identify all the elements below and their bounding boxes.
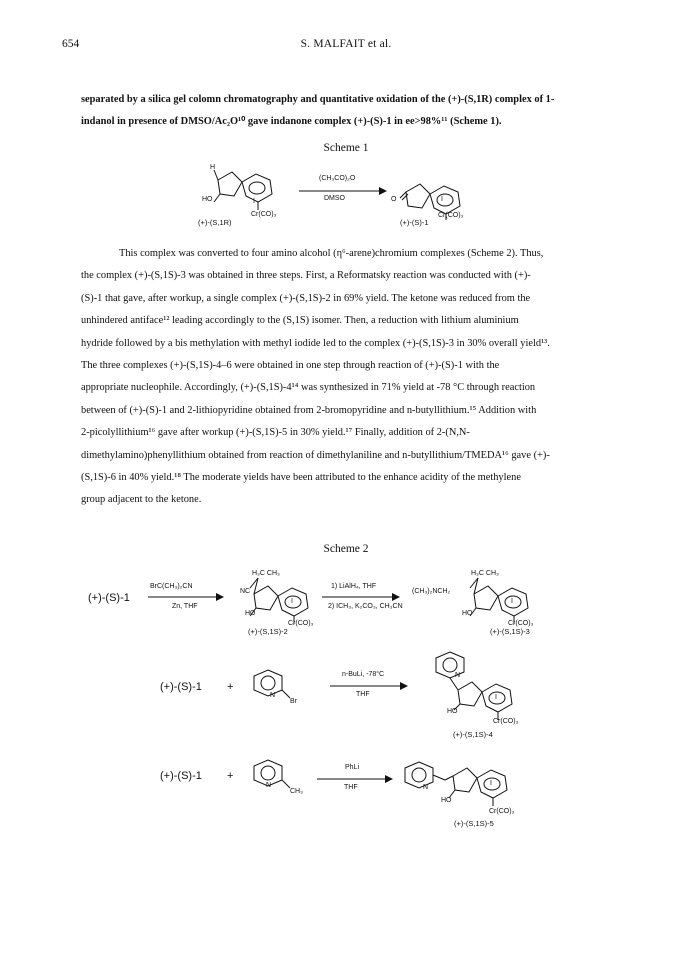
benzene-ring: [430, 186, 460, 214]
chromium-tricarbonyl: Cr(CO)₃: [508, 620, 534, 627]
text-line: separated by a silica gel colomn chromatography and quantitative oxidation of the (+)-(S,1R) complex of 1-: [81, 94, 555, 105]
chromium-tricarbonyl: Cr(CO)₃: [288, 620, 314, 627]
cyclopentane-ring: [254, 586, 278, 610]
compound-2-label: (+)-(S,1S)-2: [248, 627, 288, 636]
row-1-starting-material: (+)-(S)-1: [88, 592, 130, 604]
row-2-starting-material: (+)-(S)-1: [160, 681, 202, 693]
pyridine-nitrogen: N: [270, 692, 276, 699]
arene-circle: [484, 778, 500, 790]
h-atom: H: [210, 164, 216, 171]
text-line: unhindered antiface¹² leading accordingly to the (S,1S) isomer. Then, a reduction with lithium aluminium: [81, 315, 519, 327]
scheme-1-reagent-top: (CH₃CO)₂O: [319, 175, 356, 182]
body-paragraph-1: [81, 89, 619, 134]
gem-dimethyl: H₃C CH₃: [252, 570, 280, 577]
text-line: the complex (+)-(S,1S)-3 was obtained in three steps. First, a Reformatsky reaction was conducted with (+)-: [81, 270, 531, 282]
pyridine-nitrogen: N: [266, 782, 272, 789]
row-1-reagent-2-bottom: 2) ICH₃, K₂CO₃, CH₃CN: [328, 603, 403, 610]
text-line: (S,1S)-6 in 40% yield.¹⁸ The moderate yields have been attributed to the enhance acidity of the methylene: [81, 472, 521, 484]
cyclopentane-ring: [406, 184, 430, 208]
arene-circle: [285, 596, 301, 608]
text-line: indanol in presence of DMSO/Ac₂O¹⁰ gave indanone complex (+)-(S)-1 in ee>98%¹¹ (Scheme 1).: [81, 116, 502, 128]
row-3-starting-material: (+)-(S)-1: [160, 770, 202, 782]
benzene-ring: [242, 174, 272, 202]
carbonyl-oxygen: O: [391, 196, 397, 203]
row-3-plus: +: [227, 770, 234, 782]
pyridine-nitrogen: N: [423, 784, 429, 791]
compound-3-structure: [456, 568, 552, 630]
arene-circle: [505, 596, 521, 608]
scheme-1-title: Scheme 1: [323, 142, 369, 154]
ring-roman-label: I: [441, 196, 443, 203]
row-1-reagent-1-top: BrC(CH₃)₂CN: [150, 583, 193, 590]
scheme-2-title: Scheme 2: [323, 543, 369, 555]
compound-2-structure: [236, 568, 332, 630]
row-1-reagent-2-top: 1) LiAlH₄, THF: [331, 583, 377, 590]
scheme-1-reactant-label: (+)-(S,1R): [198, 218, 232, 227]
chromium-tricarbonyl: Cr(CO)₃: [489, 808, 515, 815]
chromium-tricarbonyl: Cr(CO)₃: [251, 211, 277, 218]
aromatic-circle: [261, 676, 275, 690]
row-2-reagent-top: n-BuLi, -78°C: [342, 671, 385, 678]
row-1-arrow-2: [320, 592, 402, 602]
dimethylaminomethyl-group: (CH₃)₂NCH₂: [412, 588, 451, 595]
compound-3-label: (+)-(S,1S)-3: [490, 627, 530, 636]
compound-5-label: (+)-(S,1S)-5: [454, 819, 494, 828]
ho-group: HO: [441, 797, 452, 804]
text-line: The three complexes (+)-(S,1S)-4–6 were obtained in one step through reaction of (+)-(S)-1 with the: [81, 360, 500, 372]
ring-roman-label: I: [511, 598, 513, 605]
text-line: dimethylamino)phenyllithium obtained from reaction of dimethylaniline and n-butyllithium/TMEDA¹⁶ gave (+)-: [81, 449, 550, 461]
benzene-ring: [482, 684, 512, 712]
text-line: This complex was converted to four amino alcohol (η⁶-arene)chromium complexes (Scheme 2). Thus,: [119, 248, 544, 259]
row-1-arrow-1: [146, 592, 228, 602]
running-header-author: S. MALFAIT et al.: [300, 38, 392, 50]
benzene-ring: [477, 770, 507, 798]
ring-roman-label: I: [490, 780, 492, 787]
chromium-tricarbonyl: Cr(CO)₃: [438, 212, 464, 219]
row-3-arrow: [315, 774, 397, 784]
body-paragraph-2: [81, 243, 619, 512]
pyridine-ring: [405, 762, 433, 788]
aromatic-circle: [443, 658, 457, 672]
ring-roman-label: I: [253, 198, 255, 205]
ho-group: HO: [202, 196, 213, 203]
pyridine-ring: [254, 670, 282, 696]
benzene-ring: [278, 588, 308, 616]
ring-roman-label: I: [291, 598, 293, 605]
scheme-1-product-label: (+)-(S)-1: [400, 218, 429, 227]
compound-4-label: (+)-(S,1S)-4: [453, 730, 493, 739]
text-line: between of (+)-(S)-1 and 2-lithiopyridine obtained from 2-bromopyridine and n-butyllithium.¹⁵ Addition with: [81, 404, 537, 416]
gem-dimethyl: H₃C CH₃: [471, 570, 499, 577]
scheme-1-reagent-bottom: DMSO: [324, 195, 345, 202]
aromatic-circle: [261, 766, 275, 780]
cyclopentane-ring: [458, 682, 482, 706]
cyclopentane-ring: [453, 768, 477, 792]
nitrile-group: NC: [240, 588, 251, 595]
row-2-reagent-bottom: THF: [356, 691, 370, 698]
row-3-reagent-bottom: THF: [344, 784, 358, 791]
arene-circle: [437, 194, 453, 206]
row-2-plus: +: [227, 681, 234, 693]
text-line: 2-picolyllithium¹⁶ gave after workup (+)-(S,1S)-5 in 30% yield.¹⁷ Finally, addition of 2-(N,N-: [81, 427, 470, 439]
ho-group: HO: [462, 610, 473, 617]
chromium-tricarbonyl: Cr(CO)₃: [493, 718, 519, 725]
page-number: 654: [62, 38, 80, 50]
2-bromopyridine-structure: [252, 668, 298, 714]
benzene-ring: [498, 588, 528, 616]
row-2-arrow: [328, 681, 412, 691]
text-line: group adjacent to the ketone.: [81, 494, 202, 506]
cyclopentane-ring: [474, 586, 498, 610]
cyclopentane-ring: [218, 172, 242, 196]
ring-roman-label: I: [495, 694, 497, 701]
compound-5-structure: [403, 758, 533, 828]
bromo-substituent: Br: [290, 698, 297, 705]
ho-group: HO: [447, 708, 458, 715]
text-line: appropriate nucleophile. Accordingly, (+)-(S,1S)-4¹⁴ was synthesized in 71% yield at -78 °C through reaction: [81, 382, 536, 394]
ho-group: HO: [245, 610, 256, 617]
text-line: (S)-1 that gave, after workup, a single complex (+)-(S,1S)-2 in 69% yield. The ketone was reduced from the: [81, 292, 531, 304]
methyl-substituent: CH₃: [290, 788, 303, 795]
row-1-reagent-1-bottom: Zn, THF: [172, 603, 198, 610]
row-3-reagent-top: PhLi: [345, 764, 360, 771]
text-line: hydride followed by a bis methylation with methyl iodide led to the complex (+)-(S,1S)-3 in 30% overall yield¹³.: [81, 337, 550, 349]
arene-circle: [249, 182, 265, 194]
2-picoline-structure: [252, 758, 304, 804]
aromatic-circle: [412, 768, 426, 782]
pyridine-nitrogen: N: [455, 672, 461, 679]
arene-circle: [489, 692, 505, 704]
